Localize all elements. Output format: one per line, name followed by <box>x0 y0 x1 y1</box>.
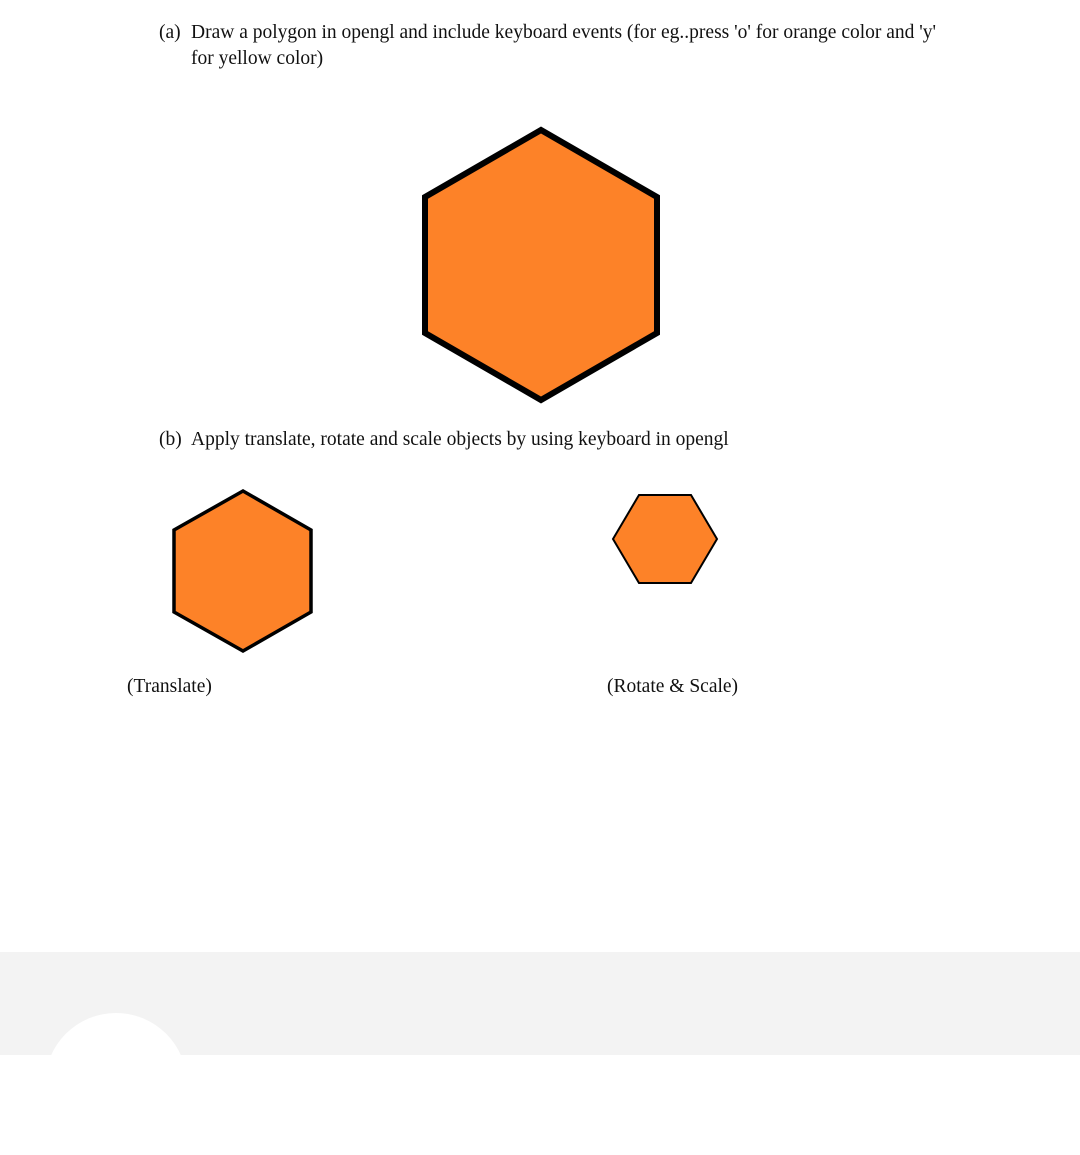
translate-hexagon <box>170 488 316 654</box>
translate-hexagon-shape <box>174 491 311 651</box>
question-b-text: Apply translate, rotate and scale objects by using keyboard in opengl <box>191 429 729 450</box>
large-orange-hexagon <box>420 126 662 404</box>
avatar <box>45 1013 187 1155</box>
question-a-label: (a) <box>159 22 181 43</box>
question-a-text: Draw a polygon in opengl and include keyboard events (for eg..press 'o' for orange color and 'y' for yellow color) <box>191 22 937 69</box>
large-hexagon-shape <box>425 130 657 400</box>
question-part-b <box>159 427 959 453</box>
rotate-scale-caption: (Rotate & Scale) <box>607 676 739 697</box>
rotate-scale-hexagon-shape <box>613 495 717 583</box>
rotate-scale-hexagon <box>610 492 720 586</box>
question-b-label: (b) <box>159 429 182 450</box>
question-part-a <box>159 20 959 72</box>
translate-caption: (Translate) <box>127 676 212 697</box>
